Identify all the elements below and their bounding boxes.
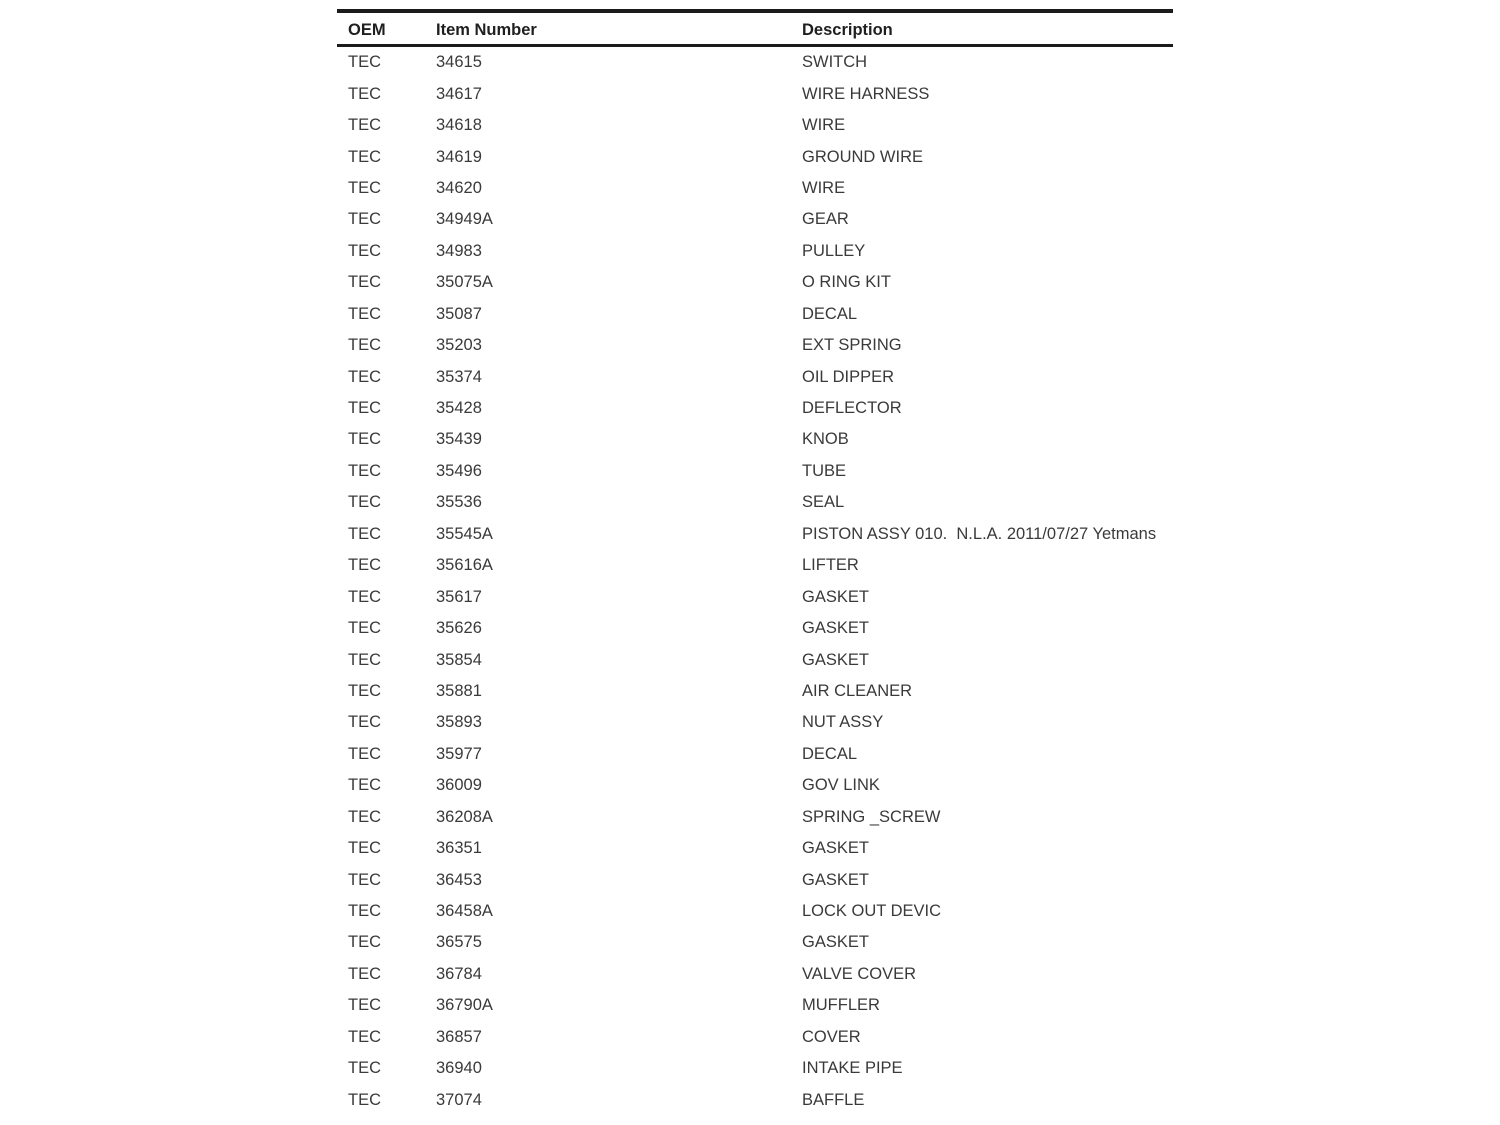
cell-item-number: 35496 [436, 461, 482, 480]
cell-item-number: 35075A [436, 273, 493, 292]
cell-item-number: 36784 [436, 964, 482, 983]
cell-item-number: 35536 [436, 493, 482, 512]
table-row [337, 581, 1173, 612]
table-row [337, 550, 1173, 581]
cell-description: LIFTER [802, 556, 859, 575]
table-row [337, 424, 1173, 455]
cell-item-number: 36575 [436, 933, 482, 952]
table-row [337, 519, 1173, 550]
table-row [337, 267, 1173, 298]
cell-item-number: 35428 [436, 399, 482, 418]
cell-description: GROUND WIRE [802, 147, 923, 166]
cell-item-number: 36351 [436, 839, 482, 858]
cell-description: LOCK OUT DEVIC [802, 902, 942, 921]
cell-description: WIRE HARNESS [802, 84, 930, 103]
cell-oem: TEC [348, 996, 381, 1015]
cell-item-number: 36790A [436, 996, 493, 1015]
table-row [337, 927, 1173, 958]
cell-description: TUBE [802, 461, 847, 480]
cell-oem: TEC [348, 84, 381, 103]
cell-oem: TEC [348, 1027, 381, 1046]
cell-description: BAFFLE [802, 1090, 865, 1109]
column-header-description: Description [802, 20, 893, 39]
cell-item-number: 34949A [436, 210, 493, 229]
cell-description: DECAL [802, 304, 858, 323]
cell-description: INTAKE PIPE [802, 1059, 903, 1078]
table-row [337, 141, 1173, 172]
table-row [337, 173, 1173, 204]
cell-item-number: 35087 [436, 304, 482, 323]
cell-description: SWITCH [802, 53, 868, 72]
cell-oem: TEC [348, 650, 381, 669]
table-row [337, 739, 1173, 770]
cell-oem: TEC [348, 147, 381, 166]
cell-oem: TEC [348, 964, 381, 983]
cell-item-number: 37074 [436, 1090, 482, 1109]
cell-description: OIL DIPPER [802, 367, 894, 386]
cell-oem: TEC [348, 304, 381, 323]
cell-item-number: 36009 [436, 776, 482, 795]
cell-oem: TEC [348, 870, 381, 889]
cell-description: PISTON ASSY 010. N.L.A. 2011/07/27 Yetmans [802, 524, 1157, 543]
table-row [337, 393, 1173, 424]
cell-oem: TEC [348, 744, 381, 763]
cell-item-number: 35881 [436, 681, 482, 700]
cell-description: KNOB [802, 430, 849, 449]
cell-item-number: 35545A [436, 524, 493, 543]
table-row [337, 676, 1173, 707]
cell-item-number: 36940 [436, 1059, 482, 1078]
table-row [337, 864, 1173, 895]
table-row [337, 110, 1173, 141]
cell-item-number: 35617 [436, 587, 482, 606]
table-row [337, 959, 1173, 990]
cell-description: NUT ASSY [802, 713, 884, 732]
cell-description: MUFFLER [802, 996, 880, 1015]
cell-item-number: 35203 [436, 336, 482, 355]
cell-oem: TEC [348, 399, 381, 418]
cell-description: WIRE [802, 178, 846, 197]
table-row [337, 456, 1173, 487]
cell-description: GASKET [802, 870, 869, 889]
cell-description: SEAL [802, 493, 845, 512]
cell-oem: TEC [348, 1090, 381, 1109]
cell-item-number: 34618 [436, 116, 482, 135]
cell-description: DECAL [802, 744, 858, 763]
table-row [337, 707, 1173, 738]
table-row [337, 1084, 1173, 1115]
cell-oem: TEC [348, 713, 381, 732]
cell-description: EXT SPRING [802, 336, 902, 355]
cell-oem: TEC [348, 587, 381, 606]
table-row [337, 361, 1173, 392]
cell-item-number: 35616A [436, 556, 493, 575]
cell-item-number: 36857 [436, 1027, 482, 1046]
cell-oem: TEC [348, 241, 381, 260]
cell-description: GASKET [802, 933, 869, 952]
table-row [337, 802, 1173, 833]
cell-oem: TEC [348, 116, 381, 135]
table-body [337, 47, 1173, 1116]
table-row [337, 613, 1173, 644]
table-row [337, 236, 1173, 267]
cell-oem: TEC [348, 902, 381, 921]
cell-oem: TEC [348, 493, 381, 512]
table-row [337, 299, 1173, 330]
table-row [337, 78, 1173, 109]
cell-description: SPRING _SCREW [802, 807, 941, 826]
table-row [337, 47, 1173, 78]
cell-oem: TEC [348, 839, 381, 858]
table-row [337, 990, 1173, 1021]
cell-description: GASKET [802, 587, 869, 606]
cell-item-number: 35977 [436, 744, 482, 763]
cell-item-number: 34617 [436, 84, 482, 103]
column-header-oem: OEM [348, 20, 386, 39]
cell-item-number: 34619 [436, 147, 482, 166]
cell-oem: TEC [348, 776, 381, 795]
cell-item-number: 35439 [436, 430, 482, 449]
cell-oem: TEC [348, 681, 381, 700]
table-row [337, 1022, 1173, 1053]
cell-item-number: 36453 [436, 870, 482, 889]
table-row [337, 204, 1173, 235]
cell-description: O RING KIT [802, 273, 891, 292]
cell-oem: TEC [348, 1059, 381, 1078]
table-row [337, 896, 1173, 927]
cell-item-number: 34620 [436, 178, 482, 197]
cell-item-number: 36458A [436, 902, 493, 921]
cell-oem: TEC [348, 367, 381, 386]
cell-item-number: 35374 [436, 367, 482, 386]
table-row [337, 330, 1173, 361]
cell-item-number: 35626 [436, 619, 482, 638]
cell-oem: TEC [348, 53, 381, 72]
cell-oem: TEC [348, 336, 381, 355]
table-row [337, 644, 1173, 675]
cell-description: WIRE [802, 116, 846, 135]
cell-oem: TEC [348, 461, 381, 480]
table-row [337, 770, 1173, 801]
cell-description: GEAR [802, 210, 849, 229]
cell-item-number: 34615 [436, 53, 482, 72]
table-row [337, 1053, 1173, 1084]
cell-item-number: 35854 [436, 650, 482, 669]
table-row [337, 833, 1173, 864]
cell-oem: TEC [348, 619, 381, 638]
cell-oem: TEC [348, 178, 381, 197]
cell-oem: TEC [348, 556, 381, 575]
cell-oem: TEC [348, 807, 381, 826]
cell-oem: TEC [348, 430, 381, 449]
table-header-row [337, 13, 1173, 44]
cell-item-number: 36208A [436, 807, 493, 826]
cell-description: GASKET [802, 619, 869, 638]
cell-oem: TEC [348, 524, 381, 543]
cell-item-number: 35893 [436, 713, 482, 732]
cell-description: GASKET [802, 839, 869, 858]
cell-description: COVER [802, 1027, 861, 1046]
cell-description: PULLEY [802, 241, 866, 260]
cell-oem: TEC [348, 933, 381, 952]
cell-description: GOV LINK [802, 776, 880, 795]
cell-oem: TEC [348, 210, 381, 229]
cell-item-number: 34983 [436, 241, 482, 260]
cell-oem: TEC [348, 273, 381, 292]
table-row [337, 487, 1173, 518]
parts-table [337, 9, 1173, 1116]
cell-description: DEFLECTOR [802, 399, 902, 418]
cell-description: GASKET [802, 650, 869, 669]
cell-description: VALVE COVER [802, 964, 917, 983]
column-header-item-number: Item Number [436, 20, 537, 39]
cell-description: AIR CLEANER [802, 681, 913, 700]
